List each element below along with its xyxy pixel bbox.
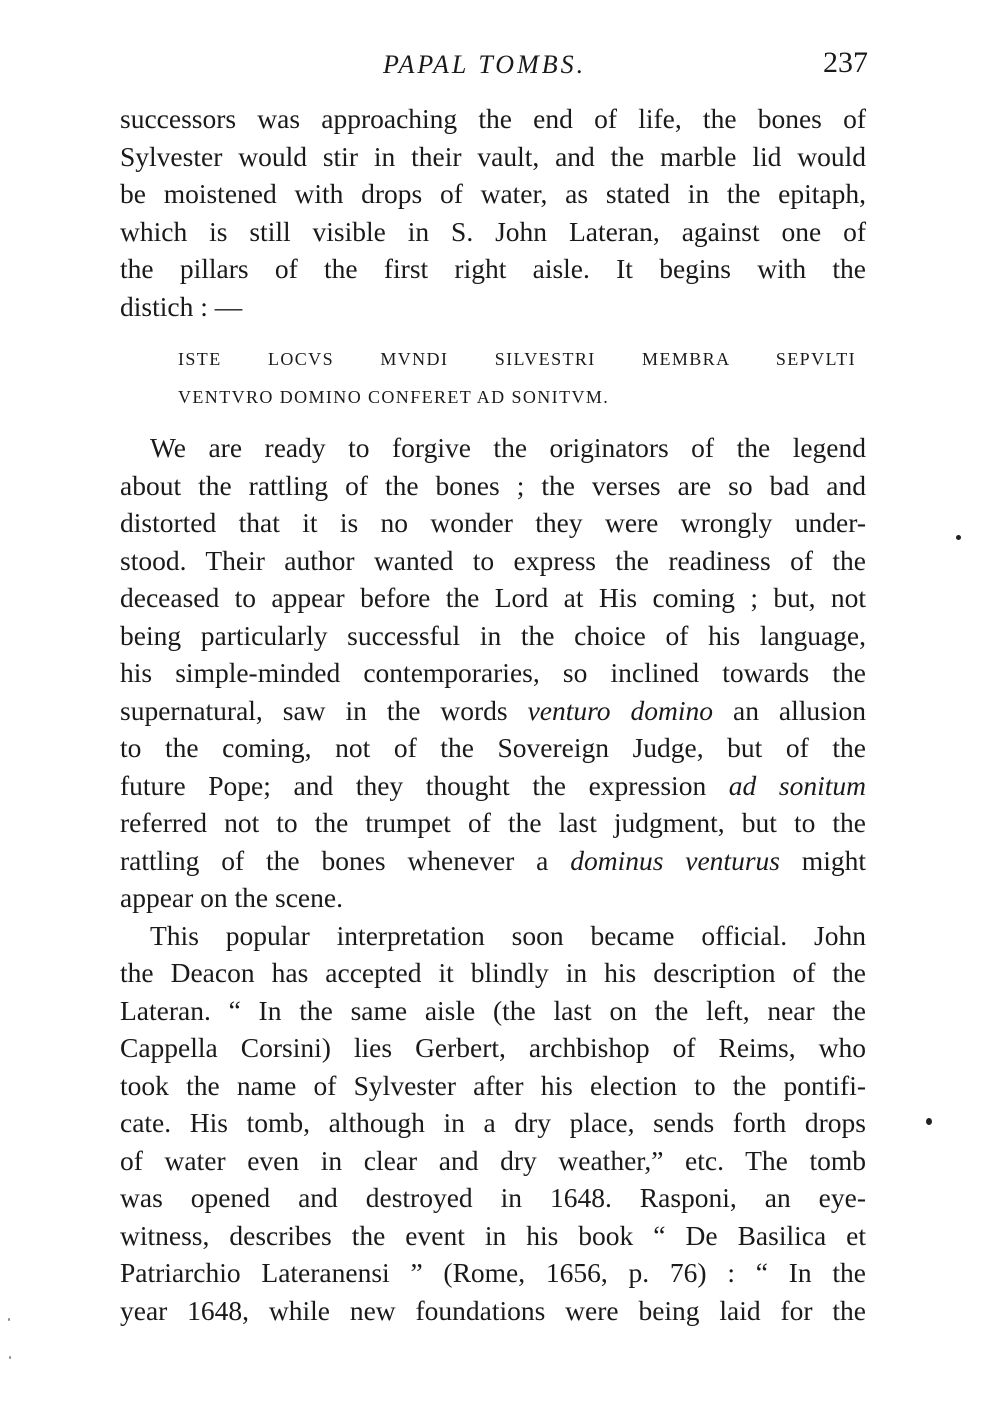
text-line: be moistened with drops of water, as stated in the epitaph, <box>120 178 866 209</box>
text-line: Cappella Corsini) lies Gerbert, archbishop of Reims, who <box>120 1032 866 1063</box>
text-line: distorted that it is no wonder they were wrongly under- <box>120 507 866 538</box>
text-line: stood. Their author wanted to express the readiness of the <box>120 544 866 576</box>
text-line: appear on the scene. <box>120 882 343 913</box>
text-line: about the rattling of the bones ; the verses are so bad and <box>120 469 866 501</box>
text-line: of water even in clear and dry weather,” etc. The tomb <box>120 1144 866 1176</box>
margin-speck <box>956 535 961 540</box>
paragraph-1 <box>120 100 866 325</box>
text-line: We are ready to forgive the originators of the legend <box>150 432 866 463</box>
paragraph-2 <box>120 429 866 917</box>
text-line <box>120 842 866 880</box>
text-line: deceased to appear before the Lord at His coming ; but, not <box>120 582 866 613</box>
text-line: This popular interpretation soon became official. John <box>150 919 866 951</box>
latin-phrase: ad sonitum <box>728 769 866 801</box>
text-line: successors was approaching the end of life, the bones of <box>120 103 866 134</box>
epitaph-line: VENTVRO DOMINO CONFERET AD SONITVM. <box>178 387 610 407</box>
epitaph-line: ISTE LOCVS MVNDI SILVESTRI MEMBRA SEPVLTI <box>178 349 856 369</box>
paragraph-3 <box>120 917 866 1330</box>
text-segment: rattling of the bones whenever a <box>120 844 571 876</box>
text-line: his simple-minded contemporaries, so inclined towards the <box>120 657 866 688</box>
text-line: Sylvester would stir in their vault, and the marble lid would <box>120 140 866 172</box>
text-line: Lateran. “ In the same aisle (the last on the left, near the <box>120 994 866 1026</box>
running-head <box>120 44 868 84</box>
text-line: the Deacon has accepted it blindly in his description of the <box>120 957 866 988</box>
text-line: was opened and destroyed in 1648. Rasponi, an eye- <box>120 1182 866 1213</box>
text-segment: supernatural, saw in the words <box>120 694 528 726</box>
text-segment: an allusion <box>713 694 866 726</box>
latin-phrase: venturo domino <box>527 694 714 726</box>
text-line <box>120 767 866 805</box>
text-line: to the coming, not of the Sovereign Judge, but of the <box>120 732 866 763</box>
text-line: the pillars of the first right aisle. It begins with the <box>120 253 866 284</box>
page-number: 237 <box>823 46 868 79</box>
text-line: witness, describes the event in his book “ De Basilica et <box>120 1219 866 1251</box>
text-segment: future Pope; and they thought the expression <box>120 769 729 801</box>
text-line: cate. His tomb, although in a dry place, sends forth drops <box>120 1107 866 1138</box>
margin-speck <box>8 1318 10 1321</box>
text-line: being particularly successful in the choice of his language, <box>120 619 866 651</box>
running-title: PAPAL TOMBS. <box>383 50 587 79</box>
text-line: took the name of Sylvester after his election to the pontifi- <box>120 1069 866 1101</box>
text-line: Patriarchio Lateranensi ” (Rome, 1656, p. 76) : “ In the <box>120 1257 866 1288</box>
text-line: year 1648, while new foundations were being laid for the <box>120 1294 866 1326</box>
latin-phrase: dominus venturus <box>570 844 780 876</box>
margin-speck <box>9 1356 11 1359</box>
margin-speck <box>926 1118 932 1125</box>
epitaph-quote <box>120 340 856 416</box>
text-segment: might <box>779 844 866 876</box>
text-line: referred not to the trumpet of the last judgment, but to the <box>120 807 866 838</box>
text-line <box>120 692 866 730</box>
body-text <box>120 100 866 1329</box>
text-line: distich : — <box>120 290 243 322</box>
text-line: which is still visible in S. John Lateran, against one of <box>120 215 866 247</box>
